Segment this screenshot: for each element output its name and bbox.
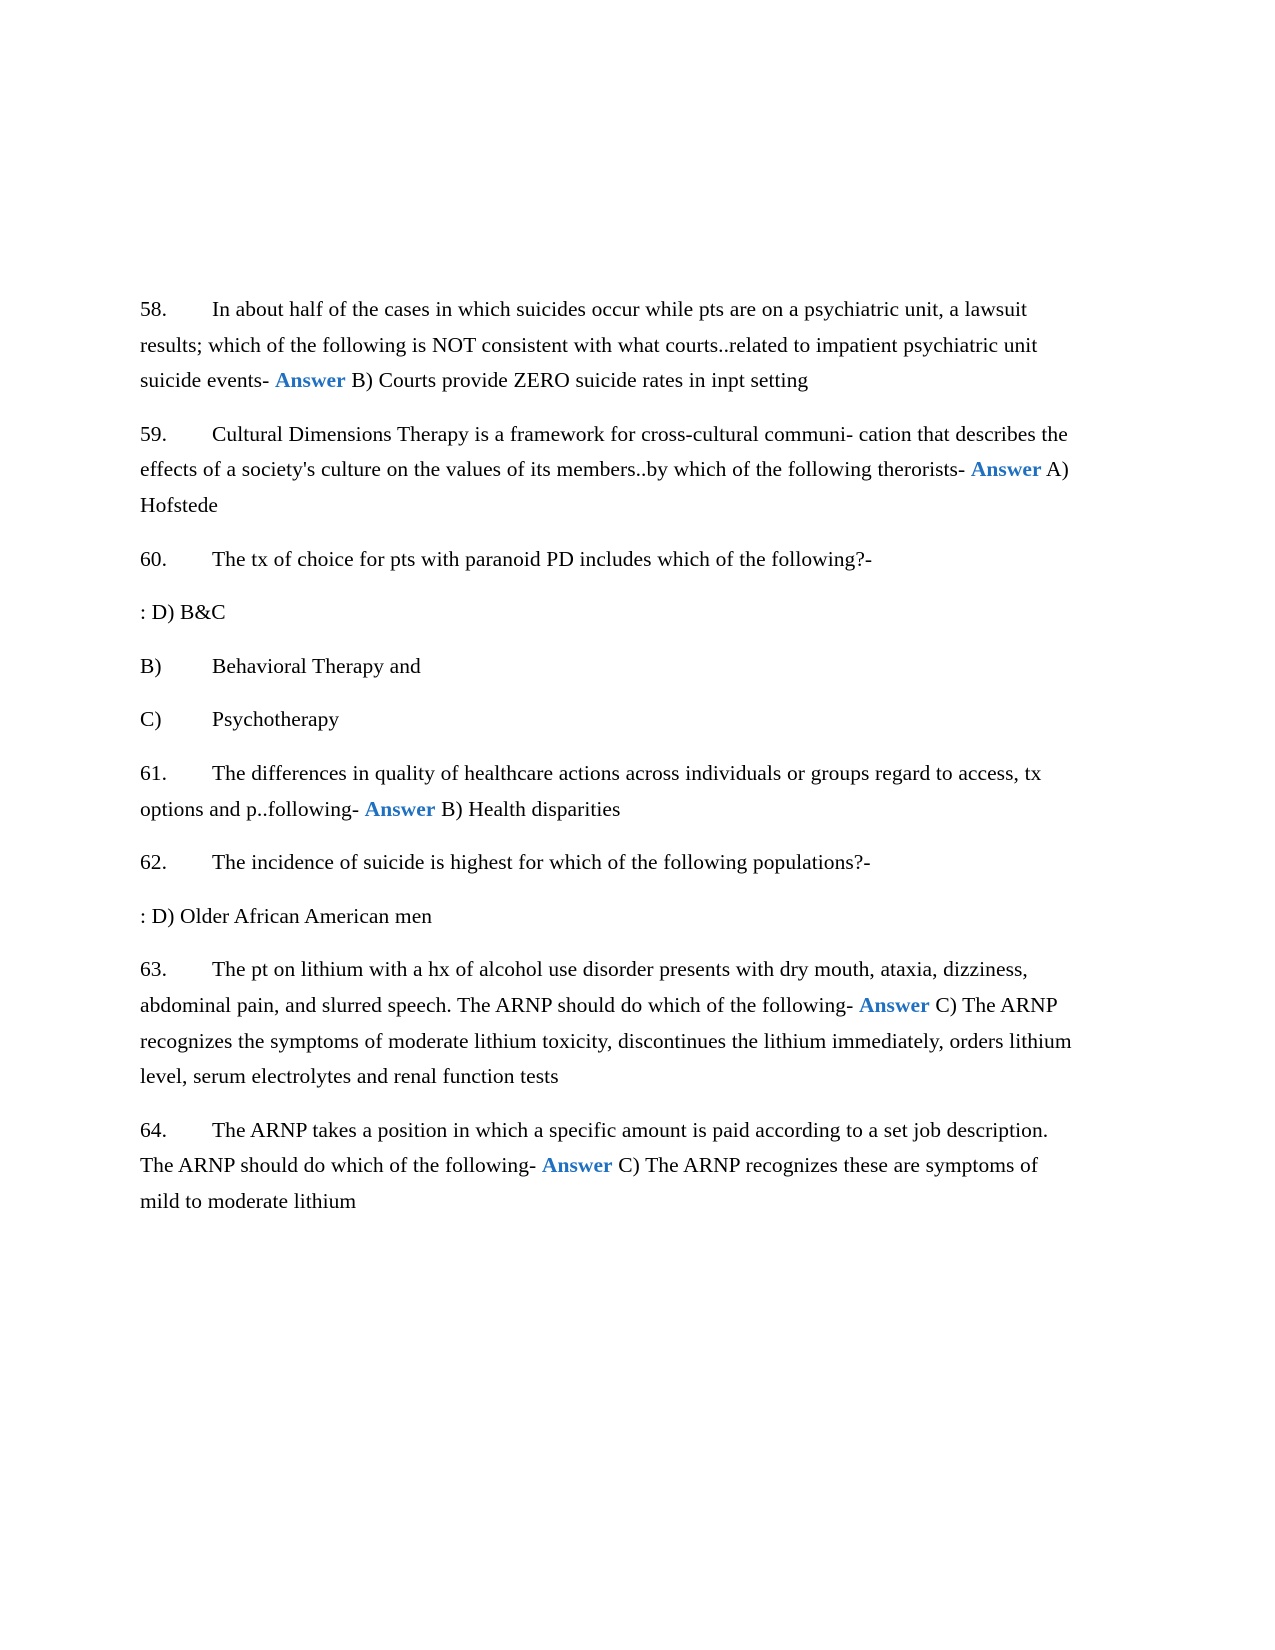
qa-item-62 [140,845,1075,881]
item-number-59: 59. [140,421,168,446]
item-question-61: The differences in quality of healthcare actions across individuals or groups regard to access, tx options and p..following [140,760,1042,821]
document-body [140,292,1075,1237]
item-question-63: The pt on lithium with a hx of alcohol use disorder presents with dry mouth, ataxia, dizziness, abdominal pain, and slurred speech. The ARNP should do which of the following [140,957,1028,1017]
item-answer-59: A) Hofstede [140,457,1069,517]
item-question-59: Cultural Dimensions Therapy is a framework for cross-cultural communi- cation that describes the effects of a society's culture on the values of its members..by which of the following therorists [140,421,1068,482]
option-b-60 [140,649,1075,685]
item-question-58: In about half of the cases in which suicides occur while pts are on a psychiatric unit, a lawsuit results; which of the following is NOT consistent with what courts..related to impatient psychiatric unit suicide events [140,297,1038,393]
qa-item-63 [140,952,1075,1094]
item-answer-63: C) The ARNP recognizes the symptoms of moderate lithium toxicity, discontinues the lithium immediately, orders lithium level, serum electrolytes and renal function tests [140,992,1072,1089]
option-b-text: Behavioral Therapy and [212,653,421,678]
item-dash-59: - [957,457,966,482]
answer-label-59: Answer [970,457,1042,482]
item-dash-63: - [846,992,854,1017]
option-c-text: Psychotherapy [212,707,340,732]
item-number-58: 58. [140,297,168,321]
option-b-label: B) [140,653,162,678]
qa-item-60 [140,542,1075,578]
answer-line-62: : D) Older African American men [140,903,433,928]
option-c-label: C) [140,707,162,732]
item-dash-61: - [351,796,360,821]
item-question-62: The incidence of suicide is highest for which of the following populations?- [212,850,871,875]
item-answer-64: C) The ARNP recognizes these are symptoms of mild to moderate lithium [140,1153,1039,1213]
item-number-60: 60. [140,546,168,571]
item-number-64: 64. [140,1117,168,1142]
answer-label-61: Answer [364,796,436,821]
qa-item-61 [140,756,1075,827]
answer-label-63: Answer [858,992,930,1017]
qa-item-64 [140,1113,1075,1220]
qa-item-58 [140,292,1075,399]
item-answer-61: B) Health disparities [441,796,621,821]
item-number-61: 61. [140,760,168,785]
qa-item-59 [140,417,1075,524]
item-question-60: The tx of choice for pts with paranoid PD includes which of the following?- [212,546,873,571]
item-number-63: 63. [140,957,168,982]
item-dash-64: - [529,1153,537,1178]
item-question-64: The ARNP takes a position in which a specific amount is paid according to a set job description. The ARNP should do which of the following [140,1117,1049,1178]
option-c-60 [140,702,1075,738]
item-dash-58: - [262,368,270,393]
item-number-62: 62. [140,850,168,875]
answer-label-64: Answer [541,1153,613,1178]
answer-label-58: Answer [274,368,346,393]
answer-line-60: : D) B&C [140,600,226,625]
item-answer-58: B) Courts provide ZERO suicide rates in inpt setting [351,368,809,393]
